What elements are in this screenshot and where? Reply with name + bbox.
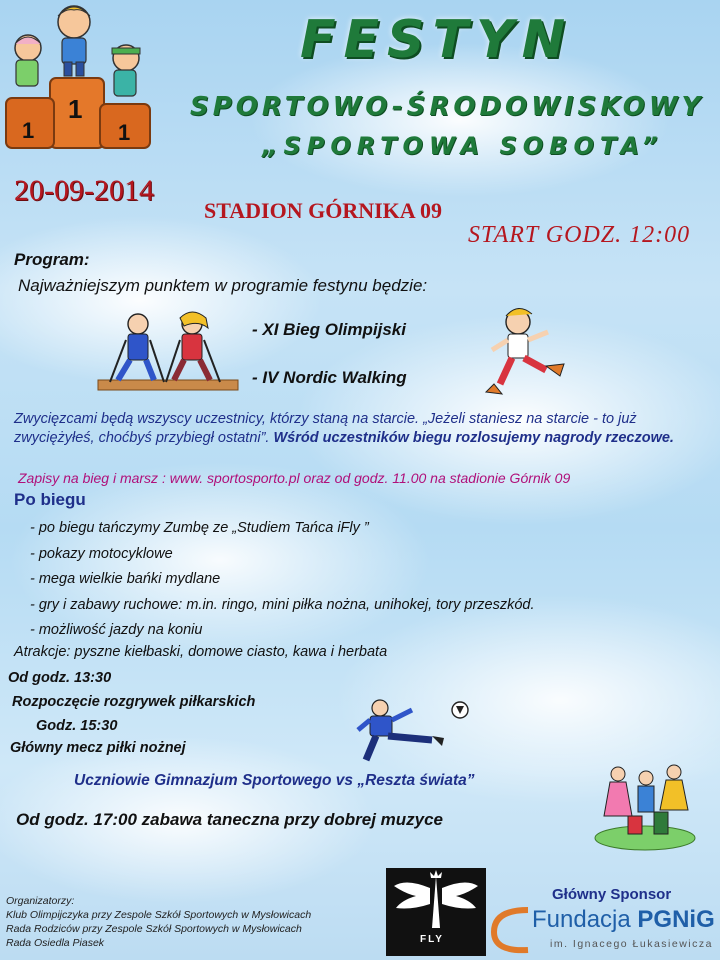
main-match: Główny mecz piłki nożnej [10,740,186,756]
schedule-1330: Od godz. 13:30 [8,670,112,686]
organizer-line: Rada Osiedla Piasek [6,937,105,949]
football-start: Rozpoczęcie rozgrywek piłkarskich [12,694,256,710]
football-player-illustration [352,690,476,766]
wings-icon [386,868,486,938]
fly-logo-text: FLY [420,934,444,945]
event-olympic-run: - XI Bieg Olimpijski [252,320,406,339]
program-heading: Program: [14,250,90,269]
list-item: - możliwość jazdy na koniu [30,622,203,638]
attractions-text: Atrakcje: pyszne kiełbaski, domowe ciasto, kawa i herbata [14,644,388,660]
festival-title: FESTYN [300,10,574,70]
organizers-heading: Organizatorzy: [6,895,75,907]
winners-prize-text: Wśród uczestników biegu rozlosujemy nagrody rzeczowe. [273,430,674,446]
event-nordic-walking: - IV Nordic Walking [252,368,407,387]
podium-label-center: 1 [68,94,83,124]
festival-quote: „SPORTOWA SOBOTA” [262,132,664,160]
after-run-list [30,518,535,646]
list-item: - gry i zabawy ruchowe: m.in. ringo, mini piłka nożna, unihokej, tory przeszkód. [30,596,535,613]
list-item: - po biegu tańczymy Zumbę ze „Studiem Tańca iFly ” [30,520,369,536]
event-date: 20-09-2014 [14,174,154,207]
runner-illustration [480,304,570,400]
list-item: - mega wielkie bańki mydlane [30,571,221,587]
match-versus: Uczniowie Gimnazjum Sportowego vs „Reszta świata” [74,772,475,789]
sponsor-patron: im. Ignacego Łukasiewicza [550,938,713,950]
signup-info: Zapisy na bieg i marsz : www. sportosporto.pl oraz od godz. 11.00 na stadionie Górnik 09 [18,470,571,486]
nordic-walkers-illustration [94,308,244,398]
podium-label-right: 1 [118,120,131,145]
sponsor-heading: Główny Sponsor [552,886,672,903]
festival-subtitle: SPORTOWO-ŚRODOWISKOWY [190,92,705,122]
dancers-illustration [592,760,698,852]
program-intro: Najważniejszym punktem w programie festynu będzie: [18,276,428,295]
schedule-1530: Godz. 15:30 [36,718,118,734]
winners-text: Zwycięzcami będą wszyscy uczestnicy, którzy staną na starcie. „Jeżeli staniesz na starcie - to już zwyciężyłeś, choćbyś przybiegł ostatni”. [14,411,637,446]
list-item: - pokazy motocyklowe [30,545,173,562]
podium-label-left: 1 [22,118,35,143]
event-venue: STADION GÓRNIKA 09 [204,198,442,223]
pgnig-swoosh-icon [488,904,534,956]
organizer-line: Rada Rodziców przy Zespole Szkół Sportowych w Mysłowicach [6,923,302,935]
sponsor-name-regular: Fundacja [532,906,631,933]
schedule-1700: Od godz. 17:00 zabawa taneczna przy dobrej muzyce [16,810,444,829]
organizer-line: Klub Olimpijczyka przy Zespole Szkół Sportowych w Mysłowicach [6,909,312,921]
sponsor-name-bold: PGNiG [637,906,715,933]
organizers-block [6,894,311,950]
sponsor-name [532,906,715,934]
winners-paragraph [14,410,714,448]
after-run-heading: Po biegu [14,490,86,509]
event-start-time: START GODZ. 12:00 [468,222,691,248]
